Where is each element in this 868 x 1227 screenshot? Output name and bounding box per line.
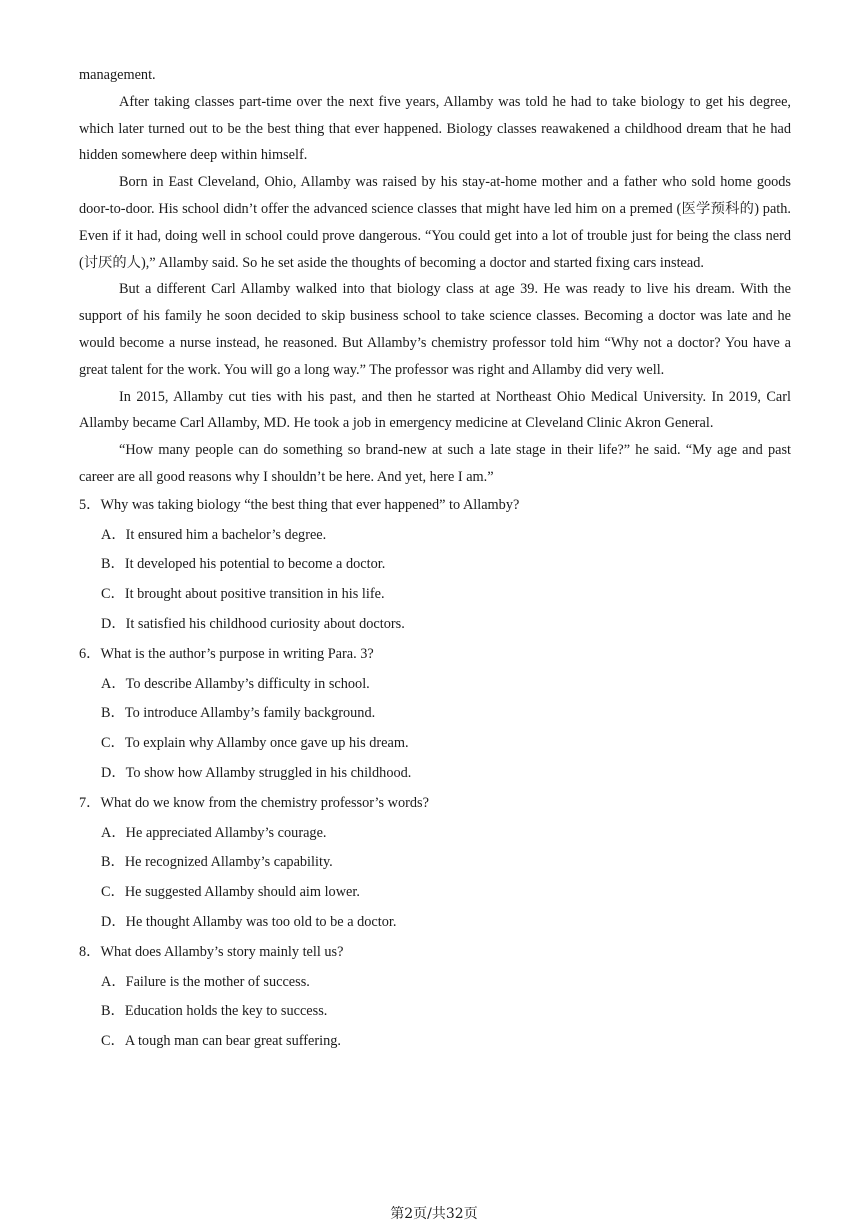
option-text: To introduce Allamby’s family background. (124, 705, 376, 722)
document-page (79, 62, 791, 1057)
option-c (79, 1027, 791, 1057)
option-text: To show how Allamby struggled in his childhood. (125, 764, 412, 781)
question-text: What is the author’s purpose in writing Para. 3? (100, 645, 374, 662)
option-d (79, 759, 791, 789)
page-number-footer: 第2页/共32页 (390, 1206, 478, 1222)
option-a (79, 819, 791, 849)
option-letter: B． (101, 556, 125, 573)
option-text: It developed his potential to become a doctor. (124, 556, 386, 573)
question-number: 5． (79, 496, 101, 513)
passage-paragraph: management. (79, 67, 156, 83)
option-b (79, 997, 791, 1027)
question-7 (79, 789, 791, 938)
option-c (79, 580, 791, 610)
option-letter: A． (101, 675, 126, 692)
option-letter: D． (101, 615, 126, 632)
question-number: 7． (79, 794, 101, 811)
question-text: What do we know from the chemistry professor’s words? (100, 794, 429, 811)
option-text: It brought about positive transition in his life. (124, 586, 385, 603)
question-number: 8． (79, 943, 101, 960)
question-stem (79, 491, 791, 521)
passage-paragraph: In 2015, Allamby cut ties with his past, and then he started at Northeast Ohio Medical University. In 2019, Carl Allamby became Carl Allamby, MD. He took a job in emergency medicine at Cleveland Clinic Akron General. (79, 388, 791, 432)
option-text: He appreciated Allamby’s courage. (125, 824, 327, 841)
option-c (79, 729, 791, 759)
option-b (79, 550, 791, 580)
option-b (79, 848, 791, 878)
option-letter: C． (101, 735, 125, 752)
option-letter: B． (101, 1003, 125, 1020)
passage-paragraph: “How many people can do something so brand-new at such a late stage in their life?” he said. “My age and past career are all good reasons why I shouldn’t be here. And yet, here I am.” (79, 442, 791, 485)
option-letter: B． (101, 854, 125, 871)
option-b (79, 699, 791, 729)
option-letter: A． (101, 824, 126, 841)
option-letter: B． (101, 705, 125, 722)
question-6 (79, 640, 791, 789)
option-d (79, 610, 791, 640)
question-text: Why was taking biology “the best thing that ever happened” to Allamby? (100, 496, 520, 513)
question-stem (79, 789, 791, 819)
option-text: He recognized Allamby’s capability. (124, 854, 333, 871)
option-a (79, 968, 791, 998)
option-text: It satisfied his childhood curiosity about doctors. (125, 615, 405, 632)
question-stem (79, 938, 791, 968)
question-stem (79, 640, 791, 670)
question-8 (79, 938, 791, 1057)
option-letter: D． (101, 764, 126, 781)
option-text: To describe Allamby’s difficulty in school. (125, 675, 370, 692)
option-letter: C． (101, 586, 125, 603)
option-letter: D． (101, 913, 126, 930)
option-c (79, 878, 791, 908)
option-text: It ensured him a bachelor’s degree. (125, 526, 327, 543)
option-a (79, 670, 791, 700)
option-d (79, 908, 791, 938)
passage-paragraph: After taking classes part-time over the next five years, Allamby was told he had to take biology to get his degree, which later turned out to be the best thing that ever happened. Biology classes reawakened a childhood dream that he had hidden somewhere deep within himself. (79, 93, 791, 164)
question-5 (79, 491, 791, 640)
passage-paragraph: But a different Carl Allamby walked into that biology class at age 39. He was ready to live his dream. With the support of his family he soon decided to skip business school to take science classes. Becoming a doctor was late and he would become a nurse instead, he reasoned. But Allamby’s chemistry professor told him “Why not a doctor? You have a great talent for the work. You will go a long way.” The professor was right and Allamby did very well. (79, 281, 791, 378)
question-number: 6． (79, 645, 101, 662)
option-a (79, 521, 791, 551)
option-text: He suggested Allamby should aim lower. (124, 884, 360, 901)
option-letter: A． (101, 973, 126, 990)
option-letter: C． (101, 1033, 125, 1050)
passage-paragraph: Born in East Cleveland, Ohio, Allamby was raised by his stay-at-home mother and a father who sold home goods door-to-door. His school didn’t offer the advanced science classes that might have led him on a premed (医学预科的) path. Even if it had, doing well in school could prove dangerous. “You could get into a lot of trouble just for being the class nerd (讨厌的人),” Allamby said. So he set aside the thoughts of becoming a doctor and started fixing cars instead. (79, 174, 791, 271)
option-text: A tough man can bear great suffering. (124, 1033, 341, 1050)
option-text: Failure is the mother of success. (125, 973, 310, 990)
option-letter: A． (101, 526, 126, 543)
option-text: Education holds the key to success. (124, 1003, 328, 1020)
question-text: What does Allamby’s story mainly tell us? (100, 943, 344, 960)
option-text: To explain why Allamby once gave up his dream. (124, 735, 409, 752)
option-letter: C． (101, 884, 125, 901)
option-text: He thought Allamby was too old to be a doctor. (125, 913, 397, 930)
